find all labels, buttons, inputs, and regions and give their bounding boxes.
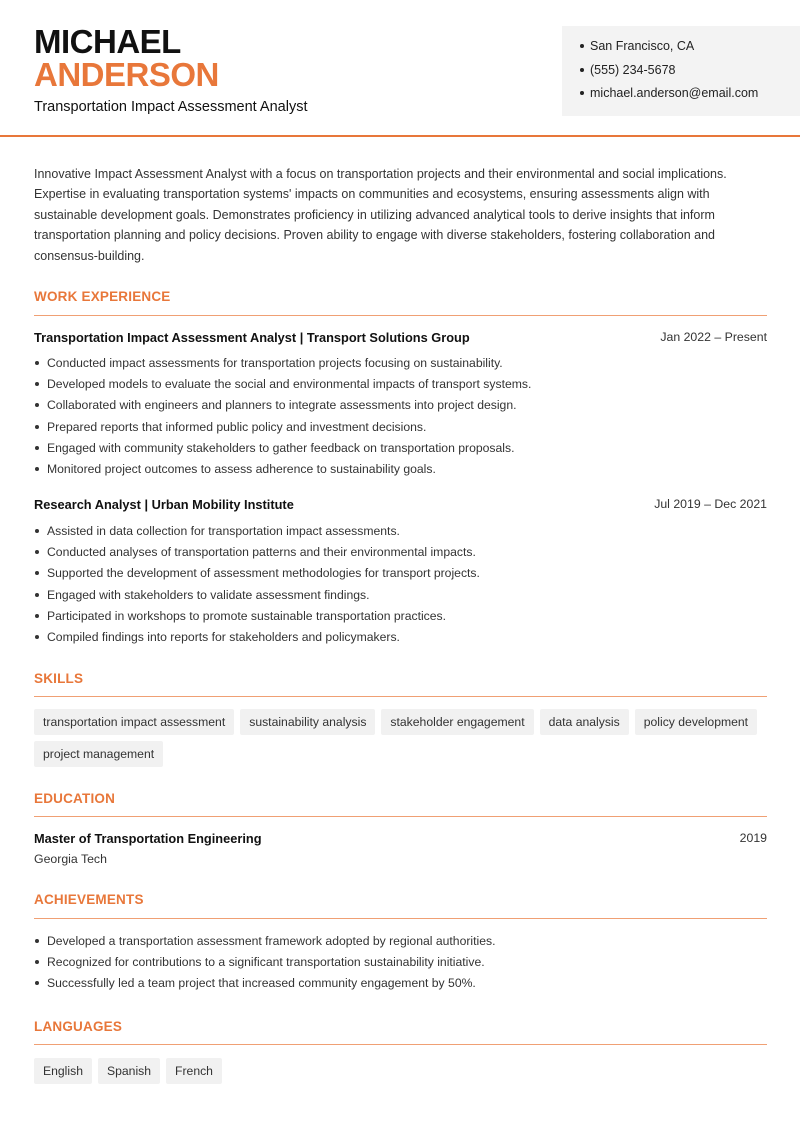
- job-dates: Jan 2022 – Present: [660, 330, 767, 344]
- section-divider: [34, 918, 767, 919]
- job-header: [34, 330, 767, 345]
- skill-tag: stakeholder engagement: [381, 709, 533, 735]
- list-item: Recognized for contributions to a significant transportation sustainability initiative.: [34, 953, 767, 974]
- list-item: Developed models to evaluate the social and environmental impacts of transport systems.: [34, 375, 767, 396]
- contact-email: michael.anderson@email.com: [580, 83, 800, 107]
- list-item: Successfully led a team project that increased community engagement by 50%.: [34, 974, 767, 995]
- job-role: Transportation Impact Assessment Analyst | Transport Solutions Group: [34, 330, 470, 345]
- list-item: Engaged with community stakeholders to gather feedback on transportation proposals.: [34, 439, 767, 460]
- section-divider: [34, 816, 767, 817]
- list-item: Conducted analyses of transportation patterns and their environmental impacts.: [34, 543, 767, 564]
- skill-tag: policy development: [635, 709, 757, 735]
- contact-location: San Francisco, CA: [580, 36, 800, 60]
- list-item: Assisted in data collection for transportation impact assessments.: [34, 522, 767, 543]
- job-header: [34, 497, 767, 512]
- last-name: ANDERSON: [34, 56, 219, 93]
- section-title-education: EDUCATION: [34, 791, 116, 806]
- list-item: Participated in workshops to promote sustainable transportation practices.: [34, 607, 767, 628]
- resume-header: [0, 0, 800, 137]
- skill-tag: transportation impact assessment: [34, 709, 234, 735]
- skill-tag: sustainability analysis: [240, 709, 375, 735]
- list-item: Conducted impact assessments for transportation projects focusing on sustainability.: [34, 354, 767, 375]
- section-title-achievements: ACHIEVEMENTS: [34, 892, 144, 907]
- section-title-languages: LANGUAGES: [34, 1019, 123, 1034]
- job-role: Research Analyst | Urban Mobility Institute: [34, 497, 294, 512]
- first-name: MICHAEL: [34, 23, 181, 60]
- list-item: Developed a transportation assessment framework adopted by regional authorities.: [34, 932, 767, 953]
- education-school: Georgia Tech: [34, 852, 107, 866]
- skill-tag: data analysis: [540, 709, 629, 735]
- job-bullets: [34, 354, 767, 481]
- language-tag: English: [34, 1058, 92, 1084]
- language-tag: French: [166, 1058, 222, 1084]
- job-title: Transportation Impact Assessment Analyst: [34, 99, 308, 115]
- job-bullets: [34, 522, 767, 649]
- job-dates: Jul 2019 – Dec 2021: [654, 497, 767, 511]
- languages-list: [34, 1058, 774, 1084]
- section-divider: [34, 315, 767, 316]
- education-degree: Master of Transportation Engineering: [34, 831, 262, 846]
- achievement-bullets: [34, 932, 767, 996]
- skill-tag: project management: [34, 741, 163, 767]
- section-divider: [34, 1044, 767, 1045]
- section-title-skills: SKILLS: [34, 671, 84, 686]
- contact-phone: (555) 234-5678: [580, 60, 800, 84]
- summary-text: Innovative Impact Assessment Analyst with a focus on transportation projects and their environmental and social implications. Expertise in evaluating transportation systems' impacts on communities and ecosystems, ensuring assessments align with sustainable development goals. Demonstrates proficiency in utilizing advanced analytical tools to derive insights that inform transportation planning and policy decisions. Proven ability to engage with diverse stakeholders, fostering collaboration and consensus-building.: [34, 167, 727, 263]
- list-item: Monitored project outcomes to assess adherence to sustainability goals.: [34, 460, 767, 481]
- section-title-work: WORK EXPERIENCE: [34, 289, 171, 304]
- list-item: Prepared reports that informed public policy and investment decisions.: [34, 418, 767, 439]
- education-year: 2019: [739, 831, 767, 845]
- list-item: Engaged with stakeholders to validate assessment findings.: [34, 586, 767, 607]
- list-item: Collaborated with engineers and planners to integrate assessments into project design.: [34, 396, 767, 417]
- section-divider: [34, 696, 767, 697]
- skills-list: [34, 709, 774, 767]
- language-tag: Spanish: [98, 1058, 160, 1084]
- list-item: Supported the development of assessment methodologies for transport projects.: [34, 564, 767, 585]
- list-item: Compiled findings into reports for stakeholders and policymakers.: [34, 628, 767, 649]
- contact-box: [562, 26, 800, 116]
